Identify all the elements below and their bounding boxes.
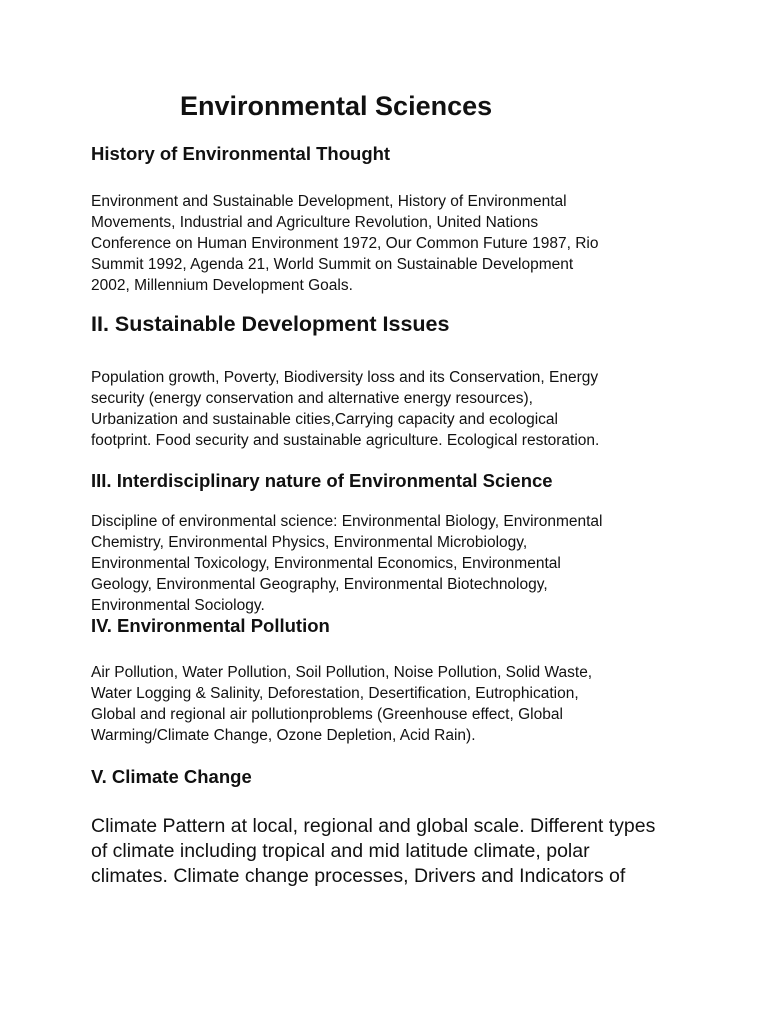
section-line: Global and regional air pollutionproblems (Greenhouse effect, Global [91,706,563,723]
section-line: Movements, Industrial and Agriculture Revolution, United Nations [91,214,539,231]
section-heading-pollution: IV. Environmental Pollution [91,615,330,636]
section-heading-climate-change: V. Climate Change [91,766,252,787]
section-line: Chemistry, Environmental Physics, Environmental Microbiology, [91,534,528,551]
section-line: Air Pollution, Water Pollution, Soil Pollution, Noise Pollution, Solid Waste, [91,664,593,681]
section-heading-sustainable-development: II. Sustainable Development Issues [91,312,450,336]
section-line: Warming/Climate Change, Ozone Depletion, Acid Rain). [91,727,476,744]
section-line: Environment and Sustainable Development, History of Environmental [91,193,567,210]
section-body-pollution [91,662,706,746]
section-line: of climate including tropical and mid latitude climate, polar [91,840,590,862]
section-body-interdisciplinary [91,511,706,616]
section-line: Environmental Sociology. [91,597,265,614]
section-heading-history: History of Environmental Thought [91,143,391,164]
document-title: Environmental Sciences [180,91,493,121]
section-line: security (energy conservation and alternative energy resources), [91,390,533,407]
section-line: Summit 1992, Agenda 21, World Summit on Sustainable Development [91,256,574,273]
section-line: 2002, Millennium Development Goals. [91,277,353,294]
section-line: footprint. Food security and sustainable agriculture. Ecological restoration. [91,432,600,449]
section-body-sustainable-development [91,367,706,451]
section-line: climates. Climate change processes, Drivers and Indicators of [91,865,626,887]
section-line: Population growth, Poverty, Biodiversity loss and its Conservation, Energy [91,369,599,386]
section-line: Climate Pattern at local, regional and global scale. Different types [91,815,656,837]
section-line: Discipline of environmental science: Environmental Biology, Environmental [91,513,603,530]
section-line: Conference on Human Environment 1972, Our Common Future 1987, Rio [91,235,599,252]
section-body-history [91,191,706,296]
section-body-climate-change [91,814,706,889]
section-heading-interdisciplinary: III. Interdisciplinary nature of Environmental Science [91,470,553,491]
section-line: Water Logging & Salinity, Deforestation, Desertification, Eutrophication, [91,685,579,702]
section-line: Environmental Toxicology, Environmental Economics, Environmental [91,555,561,572]
section-line: Geology, Environmental Geography, Environmental Biotechnology, [91,576,548,593]
section-line: Urbanization and sustainable cities,Carrying capacity and ecological [91,411,558,428]
